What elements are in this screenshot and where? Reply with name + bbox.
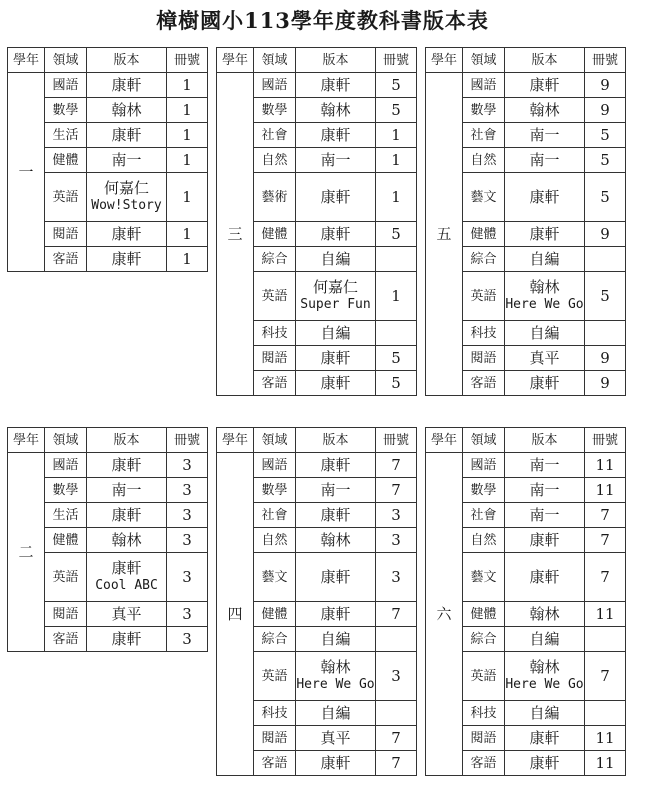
grade-label: 三 — [217, 73, 254, 396]
publisher-name: 康軒 — [111, 629, 142, 648]
version-cell — [296, 602, 376, 627]
header-row — [8, 48, 208, 73]
volume-number-cell: 3 — [167, 478, 208, 503]
volume-number-cell: 3 — [167, 503, 208, 528]
domain-header: 領域 — [463, 48, 505, 73]
volume-number-cell — [585, 627, 626, 652]
domain-cell: 數學 — [45, 98, 87, 123]
volume-number-cell: 11 — [585, 453, 626, 478]
domain-cell: 國語 — [463, 453, 505, 478]
volume-number-cell: 11 — [585, 726, 626, 751]
domain-cell: 綜合 — [463, 247, 505, 272]
table-row — [8, 73, 208, 98]
volume-number-cell: 1 — [167, 73, 208, 98]
volume-number-cell: 7 — [585, 503, 626, 528]
domain-cell: 國語 — [463, 73, 505, 98]
grade-table — [425, 47, 626, 396]
publisher-name: 翰林 — [320, 100, 351, 119]
count-header: 冊號 — [167, 428, 208, 453]
publisher-name: 康軒 — [111, 505, 142, 524]
grade-table — [7, 47, 208, 272]
domain-cell: 自然 — [254, 148, 296, 173]
publisher-name: 康軒 — [529, 728, 560, 747]
grade-table — [216, 427, 417, 776]
count-header: 冊號 — [585, 48, 626, 73]
volume-number-cell: 3 — [376, 652, 417, 701]
publisher-name: 康軒 — [111, 559, 142, 577]
publisher-name: 康軒 — [111, 125, 142, 144]
domain-cell: 自然 — [254, 528, 296, 553]
volume-number-cell: 7 — [585, 553, 626, 602]
version-header: 版本 — [87, 428, 167, 453]
domain-cell: 綜合 — [254, 627, 296, 652]
publisher-name: 翰林 — [111, 530, 142, 549]
volume-number-cell: 1 — [376, 123, 417, 148]
version-cell — [296, 123, 376, 148]
volume-number-cell: 1 — [376, 173, 417, 222]
domain-cell: 健體 — [254, 602, 296, 627]
publisher-name: 南一 — [529, 480, 560, 499]
domain-cell: 閱語 — [254, 346, 296, 371]
publisher-name: 自編 — [320, 703, 351, 722]
domain-cell: 閱語 — [463, 346, 505, 371]
domain-cell: 藝文 — [463, 173, 505, 222]
publisher-name: 康軒 — [320, 604, 351, 623]
volume-number-cell: 5 — [376, 73, 417, 98]
publisher-name: 南一 — [111, 150, 142, 169]
volume-number-cell: 11 — [585, 751, 626, 776]
version-cell — [296, 321, 376, 346]
publisher-name: 康軒 — [320, 567, 351, 586]
version-header: 版本 — [505, 48, 585, 73]
version-cell — [87, 627, 167, 652]
volume-number-cell: 1 — [167, 173, 208, 222]
header-row — [426, 428, 626, 453]
table-row — [426, 73, 626, 98]
grade-header: 學年 — [426, 48, 463, 73]
domain-cell: 綜合 — [463, 627, 505, 652]
domain-cell: 藝術 — [254, 173, 296, 222]
volume-number-cell: 7 — [585, 528, 626, 553]
publisher-name: 康軒 — [111, 455, 142, 474]
domain-cell: 客語 — [463, 751, 505, 776]
version-header: 版本 — [296, 428, 376, 453]
version-cell — [296, 173, 376, 222]
domain-cell: 自然 — [463, 148, 505, 173]
volume-number-cell — [376, 247, 417, 272]
version-cell — [296, 627, 376, 652]
volume-number-cell: 9 — [585, 98, 626, 123]
grade-label: 二 — [8, 453, 45, 652]
domain-cell: 生活 — [45, 503, 87, 528]
table-row — [217, 73, 417, 98]
version-cell — [505, 98, 585, 123]
volume-number-cell: 5 — [376, 222, 417, 247]
publisher-name: 自編 — [529, 629, 560, 648]
publisher-name: 康軒 — [529, 75, 560, 94]
version-cell — [296, 453, 376, 478]
publisher-name: 康軒 — [320, 75, 351, 94]
volume-number-cell — [585, 321, 626, 346]
domain-header: 領域 — [254, 428, 296, 453]
domain-cell: 客語 — [45, 247, 87, 272]
publisher-name: 康軒 — [320, 373, 351, 392]
publisher-name: 康軒 — [529, 753, 560, 772]
domain-cell: 閱語 — [254, 726, 296, 751]
volume-number-cell: 5 — [585, 272, 626, 321]
publisher-name: 康軒 — [320, 505, 351, 524]
version-cell — [505, 751, 585, 776]
volume-number-cell: 3 — [376, 503, 417, 528]
version-cell — [296, 726, 376, 751]
publisher-name: 真平 — [529, 348, 560, 367]
domain-cell: 健體 — [45, 528, 87, 553]
publisher-name: 康軒 — [111, 75, 142, 94]
volume-number-cell: 7 — [376, 478, 417, 503]
publisher-name: 南一 — [111, 480, 142, 499]
grade-header: 學年 — [426, 428, 463, 453]
domain-cell: 生活 — [45, 123, 87, 148]
grade-label: 一 — [8, 73, 45, 272]
publisher-name: 南一 — [529, 150, 560, 169]
version-cell — [87, 602, 167, 627]
domain-cell: 數學 — [254, 98, 296, 123]
version-cell — [87, 453, 167, 478]
version-cell — [505, 272, 585, 321]
publisher-name: 康軒 — [529, 530, 560, 549]
volume-number-cell: 7 — [585, 652, 626, 701]
publisher-name: 康軒 — [320, 348, 351, 367]
version-cell — [296, 371, 376, 396]
version-cell — [296, 346, 376, 371]
count-header: 冊號 — [376, 428, 417, 453]
header-row — [426, 48, 626, 73]
version-cell — [87, 222, 167, 247]
volume-number-cell: 3 — [167, 627, 208, 652]
publisher-name: 南一 — [320, 480, 351, 499]
publisher-name: 自編 — [529, 249, 560, 268]
domain-cell: 綜合 — [254, 247, 296, 272]
grade-label: 五 — [426, 73, 463, 396]
version-cell — [505, 73, 585, 98]
page-title: 樟樹國小113學年度教科書版本表 — [156, 8, 489, 33]
publisher-name: 康軒 — [320, 187, 351, 206]
publisher-name: 康軒 — [529, 567, 560, 586]
domain-cell: 數學 — [463, 478, 505, 503]
version-header: 版本 — [87, 48, 167, 73]
domain-cell: 英語 — [45, 173, 87, 222]
volume-number-cell: 1 — [167, 247, 208, 272]
volume-number-cell: 7 — [376, 453, 417, 478]
volume-number-cell: 1 — [167, 222, 208, 247]
grade-label: 四 — [217, 453, 254, 776]
version-cell — [505, 222, 585, 247]
volume-number-cell — [376, 701, 417, 726]
domain-cell: 國語 — [45, 453, 87, 478]
volume-number-cell: 3 — [376, 553, 417, 602]
domain-cell: 國語 — [254, 453, 296, 478]
version-cell — [296, 528, 376, 553]
volume-number-cell: 1 — [376, 148, 417, 173]
publisher-name: 翰林 — [529, 604, 560, 623]
version-cell — [296, 148, 376, 173]
publisher-name: 自編 — [320, 323, 351, 342]
version-cell — [296, 503, 376, 528]
domain-cell: 客語 — [254, 371, 296, 396]
table-row — [217, 453, 417, 478]
volume-number-cell: 11 — [585, 478, 626, 503]
volume-number-cell: 5 — [376, 346, 417, 371]
grade-header: 學年 — [8, 48, 45, 73]
domain-cell: 數學 — [254, 478, 296, 503]
domain-cell: 英語 — [463, 652, 505, 701]
version-cell — [296, 701, 376, 726]
version-header: 版本 — [505, 428, 585, 453]
version-cell — [296, 98, 376, 123]
domain-cell: 國語 — [45, 73, 87, 98]
domain-cell: 社會 — [254, 503, 296, 528]
publisher-name: 何嘉仁 — [312, 278, 358, 296]
publisher-name: 康軒 — [320, 224, 351, 243]
publisher-name: 自編 — [320, 249, 351, 268]
version-cell — [296, 652, 376, 701]
domain-cell: 國語 — [254, 73, 296, 98]
grade-header: 學年 — [217, 428, 254, 453]
version-cell — [296, 222, 376, 247]
domain-cell: 英語 — [254, 272, 296, 321]
publisher-name: 南一 — [320, 150, 351, 169]
publisher-name: 翰林 — [320, 530, 351, 549]
publisher-name: 南一 — [529, 455, 560, 474]
domain-cell: 客語 — [254, 751, 296, 776]
publisher-name: 真平 — [111, 604, 142, 623]
publisher-name: 翰林 — [529, 658, 560, 676]
version-cell — [87, 173, 167, 222]
volume-number-cell: 3 — [167, 553, 208, 602]
version-cell — [87, 123, 167, 148]
publisher-name: 何嘉仁 — [103, 179, 149, 197]
publisher-name: 康軒 — [320, 125, 351, 144]
publisher-name: 康軒 — [111, 249, 142, 268]
publisher-name: 南一 — [529, 505, 560, 524]
version-cell — [87, 503, 167, 528]
domain-cell: 客語 — [45, 627, 87, 652]
version-cell — [505, 371, 585, 396]
count-header: 冊號 — [585, 428, 626, 453]
version-cell — [87, 528, 167, 553]
grade-label: 六 — [426, 453, 463, 776]
volume-number-cell: 7 — [376, 602, 417, 627]
domain-cell: 社會 — [254, 123, 296, 148]
grade-table — [216, 47, 417, 396]
domain-cell: 英語 — [254, 652, 296, 701]
table-row — [426, 453, 626, 478]
domain-cell: 健體 — [463, 602, 505, 627]
table-row — [8, 453, 208, 478]
volume-number-cell: 3 — [167, 453, 208, 478]
volume-number-cell: 5 — [585, 173, 626, 222]
volume-number-cell: 7 — [376, 726, 417, 751]
volume-number-cell: 9 — [585, 73, 626, 98]
volume-number-cell — [376, 627, 417, 652]
volume-number-cell — [376, 321, 417, 346]
volume-number-cell: 5 — [585, 148, 626, 173]
publisher-name: 康軒 — [529, 187, 560, 206]
volume-number-cell: 3 — [167, 602, 208, 627]
volume-number-cell — [585, 247, 626, 272]
volume-number-cell: 7 — [376, 751, 417, 776]
domain-cell: 閱語 — [463, 726, 505, 751]
version-cell — [505, 321, 585, 346]
version-cell — [87, 478, 167, 503]
volume-number-cell: 5 — [376, 371, 417, 396]
domain-cell: 科技 — [254, 321, 296, 346]
domain-cell: 客語 — [463, 371, 505, 396]
domain-cell: 社會 — [463, 503, 505, 528]
domain-cell: 健體 — [45, 148, 87, 173]
version-cell — [505, 453, 585, 478]
publisher-name: 自編 — [320, 629, 351, 648]
version-cell — [505, 123, 585, 148]
version-cell — [505, 478, 585, 503]
version-cell — [87, 98, 167, 123]
publisher-name: 真平 — [320, 728, 351, 747]
publisher-name: 康軒 — [320, 753, 351, 772]
version-cell — [505, 148, 585, 173]
domain-cell: 科技 — [463, 701, 505, 726]
volume-number-cell: 3 — [167, 528, 208, 553]
volume-number-cell: 1 — [167, 98, 208, 123]
publisher-name: 康軒 — [320, 455, 351, 474]
volume-number-cell: 5 — [376, 98, 417, 123]
version-cell — [505, 602, 585, 627]
domain-header: 領域 — [45, 428, 87, 453]
domain-cell: 藝文 — [254, 553, 296, 602]
grade-header: 學年 — [8, 428, 45, 453]
volume-number-cell: 1 — [167, 148, 208, 173]
publisher-name: 康軒 — [529, 224, 560, 243]
publisher-name: 翰林 — [111, 100, 142, 119]
version-cell — [505, 173, 585, 222]
version-cell — [505, 503, 585, 528]
volume-number-cell: 9 — [585, 222, 626, 247]
series-name: Cool ABC — [95, 578, 158, 593]
version-cell — [505, 247, 585, 272]
grade-table — [425, 427, 626, 776]
domain-cell: 數學 — [463, 98, 505, 123]
version-cell — [87, 247, 167, 272]
domain-cell: 閱語 — [45, 222, 87, 247]
version-cell — [87, 148, 167, 173]
version-cell — [296, 247, 376, 272]
version-cell — [296, 272, 376, 321]
publisher-name: 自編 — [529, 703, 560, 722]
count-header: 冊號 — [167, 48, 208, 73]
domain-cell: 英語 — [45, 553, 87, 602]
domain-cell: 自然 — [463, 528, 505, 553]
version-cell — [296, 751, 376, 776]
version-cell — [296, 478, 376, 503]
domain-header: 領域 — [254, 48, 296, 73]
version-cell — [87, 73, 167, 98]
grade-header: 學年 — [217, 48, 254, 73]
count-header: 冊號 — [376, 48, 417, 73]
version-cell — [505, 726, 585, 751]
domain-cell: 健體 — [254, 222, 296, 247]
version-header: 版本 — [296, 48, 376, 73]
domain-cell: 健體 — [463, 222, 505, 247]
domain-cell: 藝文 — [463, 553, 505, 602]
publisher-name: 南一 — [529, 125, 560, 144]
domain-cell: 英語 — [463, 272, 505, 321]
publisher-name: 翰林 — [320, 658, 351, 676]
series-name: Here We Go — [505, 297, 584, 312]
volume-number-cell: 9 — [585, 371, 626, 396]
volume-number-cell — [585, 701, 626, 726]
series-name: Wow!Story — [91, 198, 162, 213]
header-row — [217, 428, 417, 453]
version-cell — [296, 553, 376, 602]
publisher-name: 自編 — [529, 323, 560, 342]
header-row — [8, 428, 208, 453]
version-cell — [505, 528, 585, 553]
domain-cell: 社會 — [463, 123, 505, 148]
domain-header: 領域 — [463, 428, 505, 453]
series-name: Super Fun — [300, 297, 371, 312]
publisher-name: 康軒 — [111, 224, 142, 243]
volume-number-cell: 11 — [585, 602, 626, 627]
series-name: Here We Go — [505, 677, 584, 692]
version-cell — [87, 553, 167, 602]
domain-cell: 科技 — [254, 701, 296, 726]
publisher-name: 翰林 — [529, 100, 560, 119]
volume-number-cell: 1 — [376, 272, 417, 321]
domain-cell: 科技 — [463, 321, 505, 346]
volume-number-cell: 5 — [585, 123, 626, 148]
domain-cell: 數學 — [45, 478, 87, 503]
version-cell — [505, 652, 585, 701]
series-name: Here We Go — [296, 677, 375, 692]
domain-header: 領域 — [45, 48, 87, 73]
volume-number-cell: 1 — [167, 123, 208, 148]
header-row — [217, 48, 417, 73]
version-cell — [505, 346, 585, 371]
version-cell — [296, 73, 376, 98]
version-cell — [505, 553, 585, 602]
publisher-name: 康軒 — [529, 373, 560, 392]
publisher-name: 翰林 — [529, 278, 560, 296]
version-cell — [505, 701, 585, 726]
version-cell — [505, 627, 585, 652]
volume-number-cell: 9 — [585, 346, 626, 371]
volume-number-cell: 3 — [376, 528, 417, 553]
grade-table — [7, 427, 208, 652]
domain-cell: 閱語 — [45, 602, 87, 627]
